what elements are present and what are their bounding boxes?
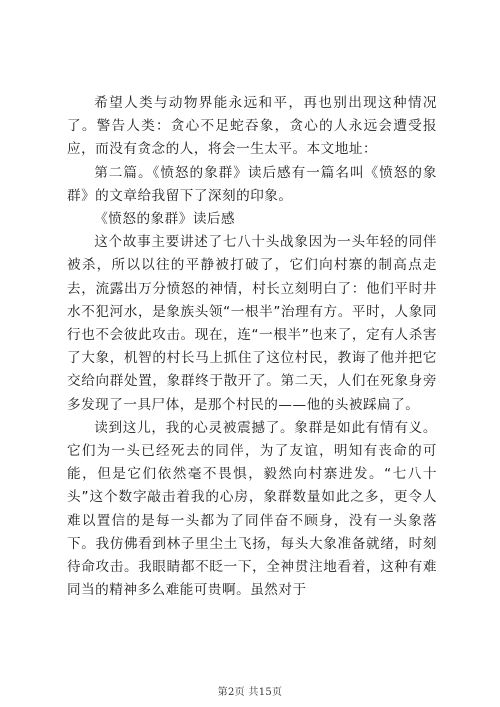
page-number-footer: 第2页 共15页 (217, 687, 283, 698)
document-body (67, 92, 437, 602)
paragraph-closing: 希望人类与动物界能永远和平，再也别出现这种情况了。警告人类：贪心不足蛇吞象，贪心的人永远会遭受报应，而没有贪念的人，将会一生太平。本文地址： (67, 95, 437, 158)
paragraph-reflection: 读到这儿，我的心灵被震撼了。象群是如此有情有义。它们为一头已经死去的同伴，为了友谊，明知有丧命的可能，但是它们依然毫不畏惧，毅然向村寨进发。“七八十头”这个数字敲击着我的心房，象群数量如此之多，更令人难以置信的是每一头都为了同伴奋不顾身，没有一头象落下。我仿佛看到林子里尘土飞扬，每头大象准备就绪，时刻待命攻击。我眼睛都不眨一下，全神贯注地看着，这种有难同当的精神多么难能可贵啊。虽然对于 (67, 419, 437, 599)
paragraph-story-summary: 这个故事主要讲述了七八十头战象因为一头年轻的同伴被杀，所以以往的平静被打破了，它们向村寨的制高点走去，流露出万分愤怒的神情，村长立刻明白了：他们平时井水不犯河水，是象族头领“一根半”治理有方。平时，人象同行也不会彼此攻击。现在，连“一根半”也来了，定有人杀害了大象，机智的村长马上抓住了这位村民，教诲了他并把它交给向群处置，象群终于散开了。第二天，人们在死象身旁多发现了一具尸体，是那个村民的——他的头被踩扁了。 (67, 234, 437, 413)
paragraph-title: 《愤怒的象群》读后感 (94, 211, 236, 228)
paragraph-section-two-intro: 第二篇。《愤怒的象群》读后感有一篇名叫《愤怒的象群》的文章给我留下了深刻的印象。 (67, 164, 437, 204)
